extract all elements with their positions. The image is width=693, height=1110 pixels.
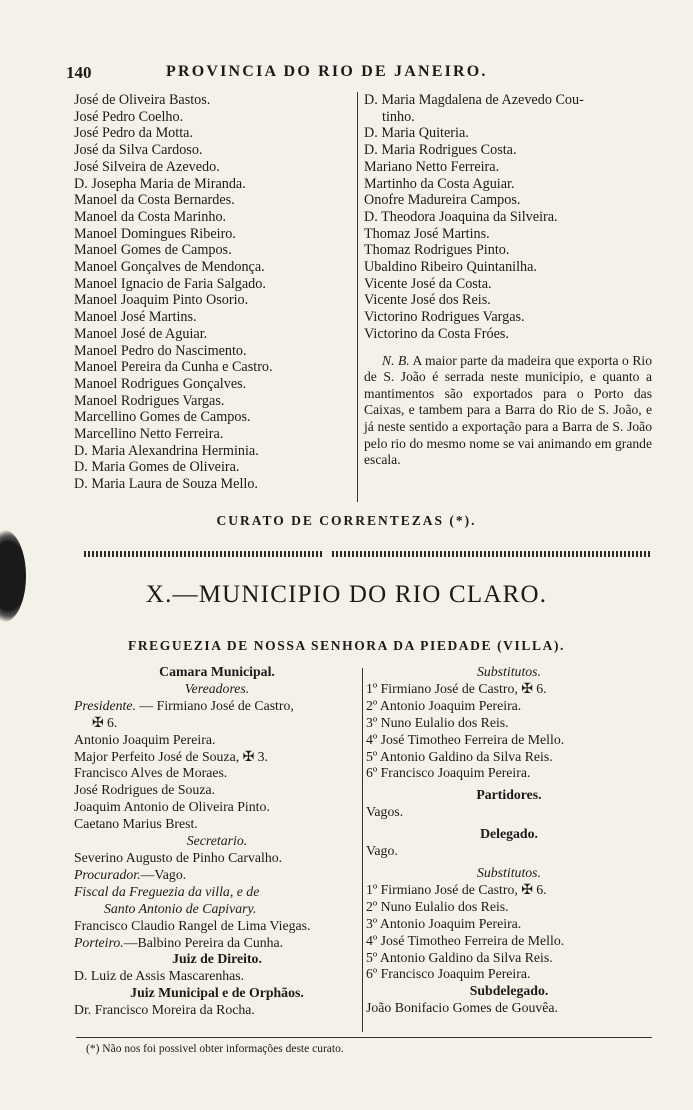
role-label: Porteiro. [74,934,124,950]
ornamental-rule [84,551,652,557]
procurador-line [74,867,360,884]
list-item: Vicente José da Costa. [364,275,492,292]
left-officials-column [74,664,360,1019]
list-item: 5º Antonio Galdino da Silva Reis. [366,748,553,764]
list-item: 5º Antonio Galdino da Silva Reis. [366,949,553,965]
section-heading: Partidores. [476,787,542,803]
list-item: Severino Augusto de Pinho Carvalho. [74,849,283,865]
curato-heading: CURATO DE CORRENTEZAS (*). [216,513,477,528]
list-item: Dr. Francisco Moreira da Rocha. [74,1002,255,1018]
list-item: Manoel José de Aguiar. [74,325,208,342]
list-item: Vagos. [366,804,404,820]
list-item: 1º Firmiano José de Castro, ✠ 6. [366,881,547,897]
list-item: Onofre Madureira Campos. [364,192,521,209]
running-head [66,63,656,85]
list-item: Francisco Claudio Rangel de Lima Viegas. [74,917,311,933]
list-item-continuation: tinho. [382,108,415,125]
left-name-list [74,92,354,493]
list-item: Ubaldino Ribeiro Quintanilha. [364,259,537,276]
role-value: —Balbino Pereira da Cunha. [123,934,284,950]
list-item: Manoel Joaquim Pinto Osorio. [74,292,249,309]
list-item: José da Silva Cardoso. [74,142,203,159]
list-item: Mariano Netto Ferreira. [364,158,500,175]
list-item: Antonio Joaquim Pereira. [74,731,216,747]
footnote: (*) Não nos foi possivel obter informações deste curato. [86,1043,344,1055]
subsection-heading: Secretario. [186,833,248,849]
list-item: Martinho da Costa Aguiar. [364,175,515,192]
presidente-line [74,698,360,715]
list-item: 6º Francisco Joaquim Pereira. [366,966,531,982]
section-heading: Juiz de Direito. [172,951,262,967]
list-item: D. Maria Magdalena de Azevedo Cou- [364,92,584,108]
list-item: Marcellino Netto Ferreira. [74,426,224,443]
municipio-heading: X.—MUNICIPIO DO RIO CLARO. [145,581,548,608]
list-item: D. Josepha Maria de Miranda. [74,175,246,192]
list-item: Vicente José dos Reis. [364,292,491,309]
list-item: José de Oliveira Bastos. [74,92,211,108]
role-label: Procurador. [74,866,141,882]
list-item: Manoel Pedro do Nascimento. [74,342,247,359]
freguezia-heading: FREGUEZIA DE NOSSA SENHORA DA PIEDADE (VILLA). [127,638,566,653]
list-item: Vago. [366,843,398,859]
right-officials-column [366,664,652,1017]
subsection-heading: Vereadores. [184,680,250,696]
list-item: Thomaz José Martins. [364,225,490,242]
list-item: José Silveira de Azevedo. [74,158,220,175]
list-item: Manoel Rodrigues Gonçalves. [74,375,247,392]
list-item: 6º Francisco Joaquim Pereira. [366,765,531,781]
list-item: D. Theodora Joaquina da Silveira. [364,208,558,225]
list-item: João Bonifacio Gomes de Gouvêa. [366,1000,558,1016]
list-item: Manoel Rodrigues Vargas. [74,392,225,409]
list-item: José Rodrigues de Souza. [74,782,216,798]
section-heading: Subdelegado. [469,983,549,999]
list-item: 3º Nuno Eulalio dos Reis. [366,714,509,730]
porteiro-line [74,935,360,952]
list-item: D. Maria Quiteria. [364,125,469,142]
list-item: Joaquim Antonio de Oliveira Pinto. [74,799,270,815]
list-item: Manoel da Costa Bernardes. [74,192,235,209]
list-item: Manoel Pereira da Cunha e Castro. [74,359,273,376]
list-item: D. Maria Rodrigues Costa. [364,142,517,159]
footnote-rule [76,1037,652,1038]
section-heading: Juiz Municipal e de Orphãos. [130,985,304,1001]
role-label: Presidente. [74,697,136,713]
list-item: Francisco Alves de Moraes. [74,765,228,781]
page-number: 140 [66,63,92,82]
list-item: Marcellino Gomes de Campos. [74,409,251,426]
list-item: José Pedro da Motta. [74,125,194,142]
list-item: Manoel Ignacio de Faria Salgado. [74,275,266,292]
list-item: 4º José Timotheo Ferreira de Mello. [366,932,565,948]
section-heading: Delegado. [480,826,538,842]
list-item: 3º Antonio Joaquim Pereira. [366,915,522,931]
list-item: Manoel Gonçalves de Mendonça. [74,259,265,276]
list-item: D. Maria Alexandrina Herminia. [74,442,259,459]
nb-note [364,353,652,469]
fiscal-line-continuation: Santo Antonio de Capivary. [104,900,257,916]
list-item: D. Maria Laura de Souza Mello. [74,476,258,493]
right-name-list [364,92,652,469]
subsection-heading: Substitutos. [476,664,541,679]
nb-label: N. B. [382,352,410,368]
list-item: Caetano Marius Brest. [74,816,198,832]
ornamental-rule-gap [322,549,330,559]
nb-text: A maior parte da madeira que exporta o Rio de S. João é serrada neste municipio, e quanto a mantimentos são exportados para o Porto das Caixas, e tambem para a Barra do Rio de S. João, e já neste sentido a exportação para a Barra de S. João pelo rio do mesmo nome se vai animando em grande escala. [364,352,652,468]
list-item: Manoel da Costa Marinho. [74,208,227,225]
column-divider [362,668,363,1032]
list-item: Thomaz Rodrigues Pinto. [364,242,510,259]
list-item: Manoel José Martins. [74,309,197,326]
subsection-heading: Substitutos. [476,864,541,880]
fiscal-line: Fiscal da Freguezia da villa, e de [74,883,260,899]
list-item: Victorino da Costa Fróes. [364,325,509,342]
section-heading: Camara Municipal. [159,664,275,679]
list-item: Major Perfeito José de Souza, ✠ 3. [74,748,268,764]
list-item: 2º Antonio Joaquim Pereira. [366,697,522,713]
list-item: Manoel Domingues Ribeiro. [74,225,236,242]
person-name: — Firmiano José de Castro, [135,697,294,713]
list-item-continuation: ✠ 6. [92,714,118,730]
list-item: D. Maria Gomes de Oliveira. [74,459,240,476]
list-item: 2º Nuno Eulalio dos Reis. [366,898,509,914]
list-item: D. Luiz de Assis Mascarenhas. [74,968,245,984]
list-item: 4º José Timotheo Ferreira de Mello. [366,731,565,747]
column-divider [357,92,358,502]
list-item: José Pedro Coelho. [74,108,184,125]
running-title: PROVINCIA DO RIO DE JANEIRO. [166,63,488,80]
list-item: Manoel Gomes de Campos. [74,242,232,259]
role-value: —Vago. [140,866,187,882]
list-item: Victorino Rodrigues Vargas. [364,309,525,326]
list-item: 1º Firmiano José de Castro, ✠ 6. [366,680,547,696]
